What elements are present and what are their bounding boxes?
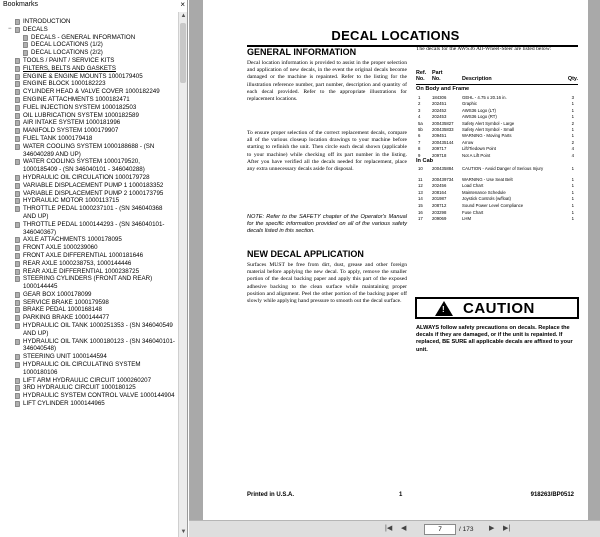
cell-ref: 5a xyxy=(418,120,423,126)
footer-page-number: 1 xyxy=(399,492,403,498)
last-page-button[interactable]: ▶| xyxy=(503,525,511,532)
bookmark-label: THROTTLE PEDAL 1000144293 - (SN 346040101-346040367) xyxy=(23,220,165,236)
first-page-button[interactable]: |◀ xyxy=(385,525,393,532)
cell-qty: 1 xyxy=(571,101,574,107)
table-row xyxy=(416,101,578,107)
cell-qty: 2 xyxy=(571,139,574,145)
cell-desc: Sound Power Level Compliance xyxy=(462,203,524,208)
bookmark-icon xyxy=(15,81,20,87)
bookmark-label: LIFT CYLINDER 1000144965 xyxy=(23,400,105,408)
bookmark-icon xyxy=(15,19,20,25)
cell-qty: 1 xyxy=(571,107,574,113)
bookmark-icon xyxy=(15,222,20,228)
page-navigation-bar xyxy=(189,520,600,537)
bookmark-label: ENGINE BLOCK 1000182223 xyxy=(23,80,106,88)
scroll-down-icon[interactable]: ▼ xyxy=(180,529,187,535)
cell-desc: Load Chart xyxy=(462,183,484,189)
col-ref: Ref. No. xyxy=(416,70,427,83)
cell-qty: 1 xyxy=(571,133,574,139)
col-desc: Description xyxy=(462,76,492,82)
bookmark-icon xyxy=(15,183,20,189)
table-row xyxy=(416,153,578,159)
table-rule xyxy=(416,84,578,85)
bookmark-item[interactable] xyxy=(0,291,178,299)
bookmark-icon xyxy=(15,300,20,306)
cell-desc: Joystick Controls (w/float) xyxy=(462,196,511,202)
table-row xyxy=(416,127,578,133)
bookmark-item[interactable] xyxy=(0,104,178,112)
bookmark-label: WATER COOLING SYSTEM 1000188688 - (SN 346040289 AND UP) xyxy=(23,142,155,158)
bookmark-label: OIL LUBRICATION SYSTEM 1000182589 xyxy=(23,111,139,119)
bookmark-label: PARKING BRAKE 1000144477 xyxy=(23,314,110,322)
bookmark-icon xyxy=(15,105,20,111)
general-info-heading: GENERAL INFORMATION xyxy=(247,47,357,57)
general-info-paragraph-1: Decal location information is provided to assist in the proper selection and application of new decals, in the event the original decals become damaged or the machine is repainted. Refer to the listing for the illustration reference number, part number, description and quantity of each decal provided. Refer to the appropriate illustrations for replacement locations. xyxy=(247,60,407,103)
bookmark-item[interactable] xyxy=(0,361,178,377)
bookmark-item[interactable] xyxy=(0,143,178,159)
cell-part: 202456 xyxy=(432,183,447,189)
bookmark-item[interactable] xyxy=(0,314,178,322)
bookmark-label: VARIABLE DISPLACEMENT PUMP 2 1000173795 xyxy=(23,189,164,197)
bookmark-list xyxy=(0,18,178,531)
bookmark-icon xyxy=(15,323,20,329)
bookmark-icon xyxy=(15,393,20,399)
bookmark-label: VARIABLE DISPLACEMENT PUMP 1 1000183352 xyxy=(23,181,164,189)
cell-ref: 5b xyxy=(418,127,423,132)
cell-qty: 1 xyxy=(571,196,574,202)
group-heading: On Body and Frame xyxy=(416,86,470,92)
cell-desc: Graphic xyxy=(462,101,478,107)
note-paragraph: NOTE: Refer to the SAFETY chapter of the Operator's Manual for the specific information provided on all of the various safety decals listed in this section. xyxy=(247,214,407,235)
bookmark-icon xyxy=(15,136,20,142)
cell-part: 209717 xyxy=(432,146,447,152)
bookmark-label: INTRODUCTION xyxy=(23,18,71,25)
table-row xyxy=(416,121,578,127)
cell-ref: 17 xyxy=(418,216,423,222)
cell-desc: Safety Alert Symbol - Small xyxy=(462,127,515,132)
bookmark-item[interactable] xyxy=(0,268,178,276)
cell-ref: 13 xyxy=(418,189,423,195)
cell-desc: Not A Lift Point xyxy=(462,152,491,158)
bookmark-label: STEERING UNIT 1000144594 xyxy=(23,353,107,361)
bookmark-label: WATER COOLING SYSTEM 1000179520, 1000185409 - (SN 346040101 - 346040288) xyxy=(23,158,145,174)
bookmark-icon xyxy=(15,175,20,181)
bookmark-label: 3RD HYDRAULIC CIRCUIT 1000180125 xyxy=(23,384,136,392)
caution-word: CAUTION xyxy=(463,300,535,317)
table-row xyxy=(416,203,578,209)
table-row xyxy=(416,133,578,139)
bookmark-icon xyxy=(15,354,20,360)
bookmark-label: ENGINE ATTACHMENTS 1000182471 xyxy=(23,95,130,103)
bookmark-item[interactable] xyxy=(0,57,178,65)
scrollbar-thumb[interactable] xyxy=(180,23,186,83)
bookmark-icon xyxy=(15,206,20,212)
bookmark-icon xyxy=(15,120,20,126)
bookmark-item[interactable] xyxy=(0,400,178,408)
cell-qty: 3 xyxy=(571,95,574,100)
cell-ref: 9 xyxy=(418,152,421,158)
bookmark-item[interactable] xyxy=(0,49,178,57)
cell-ref: 15 xyxy=(418,203,423,208)
bookmark-label: HYDRAULIC OIL CIRCULATION 1000179728 xyxy=(23,173,150,181)
bookmark-item[interactable] xyxy=(0,41,178,49)
bookmark-icon xyxy=(15,339,20,345)
cell-part: 202453 xyxy=(432,114,447,120)
cell-ref: 7 xyxy=(418,139,421,145)
cell-ref: 3 xyxy=(418,107,421,113)
bookmark-item[interactable] xyxy=(0,112,178,120)
table-row xyxy=(416,183,578,189)
cell-desc: WARNING - Moving Parts xyxy=(462,133,512,139)
cell-ref: 6 xyxy=(418,133,421,139)
table-row xyxy=(416,177,578,183)
bookmark-item[interactable] xyxy=(0,119,178,127)
table-row xyxy=(416,146,578,152)
cell-qty: 1 xyxy=(571,114,574,120)
bookmark-icon xyxy=(15,276,20,282)
general-info-paragraph-2: To ensure proper selection of the correct replacement decals, compare all of the various closeup location drawings to your machine before starting to refinish the unit. Then circle each decal shown (applicable to your machine) while checking off its part number in the listing. After you have verified all the decals needed for replacement, place any extra unnecessary decals aside for disposal. xyxy=(247,130,407,173)
table-row xyxy=(416,216,578,222)
bookmark-icon xyxy=(15,113,20,119)
cell-desc: AWS36 Logo (LT) xyxy=(462,107,496,113)
cell-qty: 1 xyxy=(571,209,574,215)
group-heading: In Cab xyxy=(416,158,434,164)
bookmarks-header xyxy=(0,0,187,10)
cell-qty: 1 xyxy=(571,176,574,182)
bookmark-icon xyxy=(15,378,20,384)
bookmark-item[interactable] xyxy=(0,275,178,291)
bookmark-label: DECALS xyxy=(23,25,48,33)
bookmark-item[interactable] xyxy=(0,34,178,42)
bookmark-item[interactable] xyxy=(0,158,178,174)
cell-qty: 1 xyxy=(571,183,574,189)
cell-desc: LHM xyxy=(462,216,472,222)
bookmark-label: THROTTLE PEDAL 1000237101 - (SN 346040368 AND UP) xyxy=(23,205,163,220)
bookmark-item[interactable] xyxy=(0,96,178,104)
bookmark-item[interactable] xyxy=(0,392,178,400)
pdf-page xyxy=(203,0,588,521)
cell-part: 208164 xyxy=(432,189,447,195)
cell-desc: WARNING - Use Seat Belt xyxy=(462,176,513,182)
bookmark-icon xyxy=(15,89,20,95)
bookmark-label: SERVICE BRAKE 1000179598 xyxy=(23,298,109,306)
cell-qty: 2 xyxy=(571,120,574,126)
col-part: Part No. xyxy=(432,70,443,83)
bookmark-item[interactable] xyxy=(0,26,178,34)
bookmark-label: DECALS - GENERAL INFORMATION xyxy=(31,33,136,41)
bookmark-icon xyxy=(15,315,20,321)
table-row xyxy=(416,114,578,120)
bookmark-label: DECAL LOCATIONS (2/2) xyxy=(31,49,103,57)
bookmark-icon xyxy=(15,27,20,33)
bookmark-icon xyxy=(23,35,28,41)
table-row xyxy=(416,190,578,196)
bookmark-label: ENGINE & ENGINE MOUNTS 1000179405 xyxy=(23,72,143,80)
bookmark-label: AIR INTAKE SYSTEM 1000181996 xyxy=(23,119,121,127)
exclamation-icon: ! xyxy=(442,305,445,314)
cell-desc: CAUTION - Avoid Danger of Serious Injury xyxy=(462,166,544,171)
table-row xyxy=(416,140,578,146)
bookmark-item[interactable] xyxy=(0,205,178,221)
cell-ref: 1 xyxy=(418,95,421,100)
bookmark-item[interactable] xyxy=(0,135,178,143)
bookmark-label: HYDRAULIC SYSTEM CONTROL VALVE 1000144904 xyxy=(23,392,175,400)
bookmark-item[interactable] xyxy=(0,236,178,244)
bookmark-label: FRONT AXLE DIFFERENTIAL 1000181646 xyxy=(23,251,144,259)
bookmark-item[interactable] xyxy=(0,221,178,237)
cell-part: 203298 xyxy=(432,209,447,215)
bookmark-item[interactable] xyxy=(0,252,178,260)
bookmark-label: CYLINDER HEAD & VALVE COVER 1000182249 xyxy=(23,88,160,96)
cell-qty: 4 xyxy=(571,152,574,158)
bookmark-label: HYDRAULIC OIL CIRCULATING SYSTEM 1000180106 xyxy=(23,361,141,376)
table-row xyxy=(416,196,578,202)
cell-qty: 1 xyxy=(571,189,574,195)
table-row xyxy=(416,95,578,101)
new-decal-paragraph: Surfaces MUST be free from dirt, dust, grease and other foreign material before applying the new decal. To apply, remove the smaller portion of the decal backing paper and apply this part of the exposed adhesive backing to the clean surface while maintaining proper position and alignment. Peel the other portion of the backing paper off slowly while applying hand pressure to smooth out the decal surface. xyxy=(247,262,407,305)
bookmark-item[interactable] xyxy=(0,384,178,392)
cell-desc: Lift/Tiedown Point xyxy=(462,146,496,152)
scroll-up-icon[interactable]: ▲ xyxy=(180,13,187,19)
cell-qty: 4 xyxy=(571,146,574,152)
cell-qty: 1 xyxy=(571,166,574,171)
cell-ref: 4 xyxy=(418,114,421,120)
bookmark-item[interactable] xyxy=(0,65,178,73)
bookmark-label: LIFT ARM HYDRAULIC CIRCUIT 1000260207 xyxy=(23,376,152,384)
bookmark-label: REAR AXLE 1000238753, 1000144446 xyxy=(23,259,132,267)
bookmark-icon xyxy=(15,261,20,267)
cell-ref: 14 xyxy=(418,196,423,202)
table-row xyxy=(416,108,578,114)
footer-doc-code: 918263/BP0512 xyxy=(530,492,574,498)
bookmark-icon xyxy=(15,269,20,275)
prev-page-button[interactable]: ◀ xyxy=(401,525,407,532)
next-page-button[interactable]: ▶ xyxy=(489,525,495,532)
bookmark-item[interactable] xyxy=(0,299,178,307)
bookmark-icon xyxy=(15,362,20,368)
bookmark-label: FUEL INJECTION SYSTEM 1000182503 xyxy=(23,103,137,111)
bookmark-icon xyxy=(23,50,28,56)
bookmark-label: FUEL TANK 1000179418 xyxy=(23,134,93,142)
bookmark-icon xyxy=(15,144,20,150)
cell-desc: Fuse Chart xyxy=(462,209,484,215)
cell-qty: 1 xyxy=(571,216,574,222)
cell-part: 209718 xyxy=(432,152,447,158)
cell-desc: GEHL - 4.75 x 20.16 in. xyxy=(462,95,507,100)
bookmark-icon xyxy=(15,401,20,407)
bookmark-item[interactable] xyxy=(0,80,178,88)
bookmark-item[interactable] xyxy=(0,244,178,252)
bookmark-label: AXLE ATTACHMENTS 1000178095 xyxy=(23,236,122,244)
bookmark-icon xyxy=(15,159,20,165)
cell-part: 209069 xyxy=(432,216,447,222)
bookmark-item[interactable] xyxy=(0,260,178,268)
cell-part: 200435144 xyxy=(432,139,454,145)
bookmark-item[interactable] xyxy=(0,190,178,198)
bookmark-label: GEAR BOX 1000178099 xyxy=(23,290,92,298)
bookmarks-title: Bookmarks xyxy=(3,1,39,8)
col-qty: Qty. xyxy=(567,76,578,82)
document-viewport[interactable] xyxy=(189,0,600,537)
cell-qty: 1 xyxy=(571,203,574,208)
bookmark-label: FRONT AXLE 1000239060 xyxy=(23,244,98,252)
collapse-toggle-icon[interactable]: − xyxy=(8,25,12,32)
cell-qty: 1 xyxy=(571,127,574,132)
cell-part: 200439734 xyxy=(432,176,454,182)
bookmark-item[interactable] xyxy=(0,353,178,361)
cell-part: 208712 xyxy=(432,203,447,208)
bookmark-icon xyxy=(15,128,20,134)
bookmark-item[interactable] xyxy=(0,73,178,81)
bookmark-item[interactable] xyxy=(0,322,178,338)
bookmark-icon xyxy=(15,74,20,80)
page-title: DECAL LOCATIONS xyxy=(331,28,460,43)
bookmark-icon xyxy=(15,307,20,313)
cell-part: 200435833 xyxy=(432,127,454,132)
bookmark-icon xyxy=(15,198,20,204)
bookmark-icon xyxy=(15,97,20,103)
cell-ref: 11 xyxy=(418,176,423,182)
bookmark-icon xyxy=(15,385,20,391)
cell-part: 200435884 xyxy=(432,166,454,171)
bookmark-label: HYDRAULIC MOTOR 1000113715 xyxy=(23,197,120,205)
table-row xyxy=(416,210,578,216)
bookmark-label: TOOLS / PAINT / SERVICE KITS xyxy=(23,56,115,64)
page-total: / 173 xyxy=(459,526,474,533)
bookmark-item[interactable] xyxy=(0,306,178,314)
bookmark-item[interactable] xyxy=(0,18,178,26)
cell-desc: Maintenance Schedule xyxy=(462,189,506,195)
bookmark-item[interactable] xyxy=(0,338,178,354)
bookmark-item[interactable] xyxy=(0,182,178,190)
bookmark-icon xyxy=(15,191,20,197)
cell-ref: 2 xyxy=(418,101,421,107)
bookmark-label: DECAL LOCATIONS (1/2) xyxy=(31,41,103,49)
bookmark-label: MANIFOLD SYSTEM 1000179907 xyxy=(23,127,119,135)
bookmarks-scrollbar[interactable] xyxy=(178,12,187,537)
bookmark-item[interactable] xyxy=(0,88,178,96)
cell-desc: Safety Alert Symbol - Large xyxy=(462,120,515,126)
bookmark-label: STEERING CYLINDERS (FRONT AND REAR) 1000144445 xyxy=(23,275,153,291)
cell-ref: 8 xyxy=(418,146,421,152)
page-number-input[interactable] xyxy=(424,524,456,535)
cell-part: 184306 xyxy=(432,95,447,100)
bookmark-label: BRAKE PEDAL 1000168148 xyxy=(23,306,102,314)
new-decal-heading: NEW DECAL APPLICATION xyxy=(247,249,364,259)
close-icon[interactable]: × xyxy=(180,0,185,9)
cell-ref: 12 xyxy=(418,183,423,189)
bookmark-label: HYDRAULIC OIL TANK 1000251353 - (SN 346040549 AND UP) xyxy=(23,322,173,337)
bookmark-item[interactable] xyxy=(0,127,178,135)
cell-desc: AWS36 Logo (RT) xyxy=(462,114,497,120)
cell-ref: 10 xyxy=(418,166,423,171)
bookmark-item[interactable] xyxy=(0,197,178,205)
footer-printed: Printed in U.S.A. xyxy=(247,492,295,498)
table-intro: The decals for the AWS36 All-Wheel-Steer are listed below: xyxy=(416,46,552,52)
bookmark-icon xyxy=(15,237,20,243)
cell-ref: 16 xyxy=(418,209,423,215)
bookmark-icon xyxy=(15,292,20,298)
bookmark-label: REAR AXLE DIFFERENTIAL 1000238725 xyxy=(23,267,140,275)
bookmark-item[interactable] xyxy=(0,377,178,385)
cell-part: 202452 xyxy=(432,107,447,113)
bookmarks-panel xyxy=(0,0,188,537)
bookmark-item[interactable] xyxy=(0,174,178,182)
bookmark-icon xyxy=(15,245,20,251)
bookmark-icon xyxy=(15,66,20,72)
cell-part: 202451 xyxy=(432,101,447,107)
cell-part: 200435827 xyxy=(432,120,454,126)
bookmark-icon xyxy=(15,58,20,64)
cell-part: 209451 xyxy=(432,133,447,139)
table-row xyxy=(416,166,578,172)
bookmark-label: FILTERS, BELTS AND GASKETS xyxy=(23,64,116,72)
bookmark-icon xyxy=(23,42,28,48)
bookmark-icon xyxy=(15,253,20,259)
caution-text: ALWAYS follow safety precautions on decals. Replace the decals if they are damaged, or if the unit is repainted. If replaced, BE SURE all applicable decals are affixed to your unit. xyxy=(416,325,573,353)
cell-part: 201987 xyxy=(432,196,447,202)
cell-desc: Arrow xyxy=(462,139,474,145)
caution-banner xyxy=(415,297,579,319)
bookmark-label: HYDRAULIC OIL TANK 1000180123 - (SN 346040101-346040548) xyxy=(23,337,175,353)
